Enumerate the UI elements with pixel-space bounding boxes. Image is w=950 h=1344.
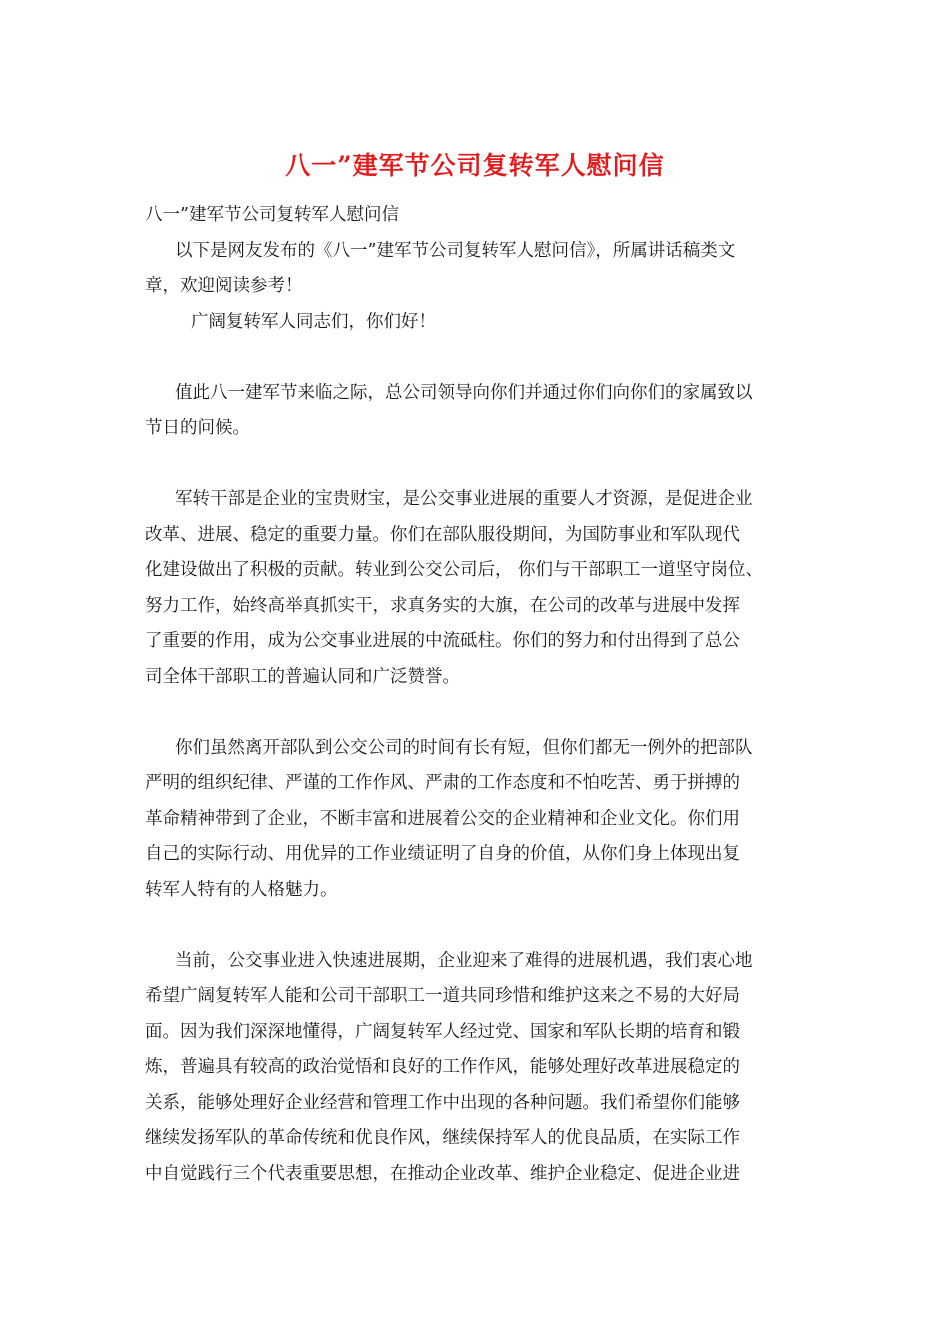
text-line: 节日的问候。 [145, 418, 250, 438]
paragraph-gap [145, 340, 817, 376]
text-line: 革命精神带到了企业，不断丰富和进展着公交的企业精神和企业文化。你们用 [145, 808, 740, 829]
text-line: 化建设做出了积极的贡献。转业到公交公司后， 你们与干部职工一道坚守岗位、 [145, 560, 764, 580]
text-line: 面。因为我们深深地懂得，广阔复转军人经过党、国家和军队长期的培育和锻 [145, 1021, 740, 1042]
text-line: 炼，普遍具有较高的政治觉悟和良好的工作作风，能够处理好改革进展稳定的 [145, 1057, 740, 1077]
paragraph-gap [145, 695, 817, 731]
text-line: 当前，公交事业进入快速进展期，企业迎来了难得的进展机遇，我们衷心地 [175, 950, 753, 971]
text-line: 关系，能够处理好企业经营和管理工作中出现的各种问题。我们希望你们能够 [145, 1092, 740, 1113]
paragraph-gap [145, 908, 817, 944]
text-line: 努力工作，始终高举真抓实干，求真务实的大旗，在公司的改革与进展中发挥 [145, 595, 740, 616]
text-line: 希望广阔复转军人能和公司干部职工一道共同珍惜和维护这来之不易的大好局 [145, 986, 740, 1006]
text-line: 继续发扬军队的革命传统和优良作风，继续保持军人的优良品质，在实际工作 [145, 1128, 740, 1148]
text-line: 改革、进展、稳定的重要力量。你们在部队服役期间，为国防事业和军队现代 [145, 524, 740, 545]
text-line: 司全体干部职工的普遍认同和广泛赞誉。 [145, 666, 460, 687]
document-body [145, 198, 817, 1192]
text-line: 了重要的作用，成为公交事业进展的中流砥柱。你们的努力和付出得到了总公 [145, 631, 740, 651]
text-line: 自己的实际行动、用优异的工作业绩证明了自身的价值，从你们身上体现出复 [145, 844, 740, 864]
text-line: 值此八一建军节来临之际，总公司领导向你们并通过你们向你们的家属致以 [175, 382, 753, 403]
text-line: 广阔复转军人同志们，你们好！ [191, 311, 436, 332]
text-line: 严明的组织纪律、严谨的工作作风、严肃的工作态度和不怕吃苦、勇于拼搏的 [145, 773, 740, 793]
text-line: 转军人特有的人格魅力。 [145, 879, 338, 900]
document-title: 八一”建军节公司复转军人慰问信 [285, 151, 665, 180]
text-line: 章，欢迎阅读参考！ [145, 276, 303, 296]
paragraph-gap [145, 447, 817, 483]
text-line: 你们虽然离开部队到公交公司的时间有长有短，但你们都无一例外的把部队 [175, 737, 753, 758]
text-line: 军转干部是企业的宝贵财宝，是公交事业进展的重要人才资源，是促进企业 [175, 489, 753, 509]
text-line: 中自觉践行三个代表重要思想，在推动企业改革、维护企业稳定、促进企业进 [145, 1163, 740, 1184]
text-line: 八一”建军节公司复转军人慰问信 [145, 205, 399, 225]
text-line: 以下是网友发布的《八一”建军节公司复转军人慰问信》，所属讲话稿类文 [175, 240, 736, 261]
